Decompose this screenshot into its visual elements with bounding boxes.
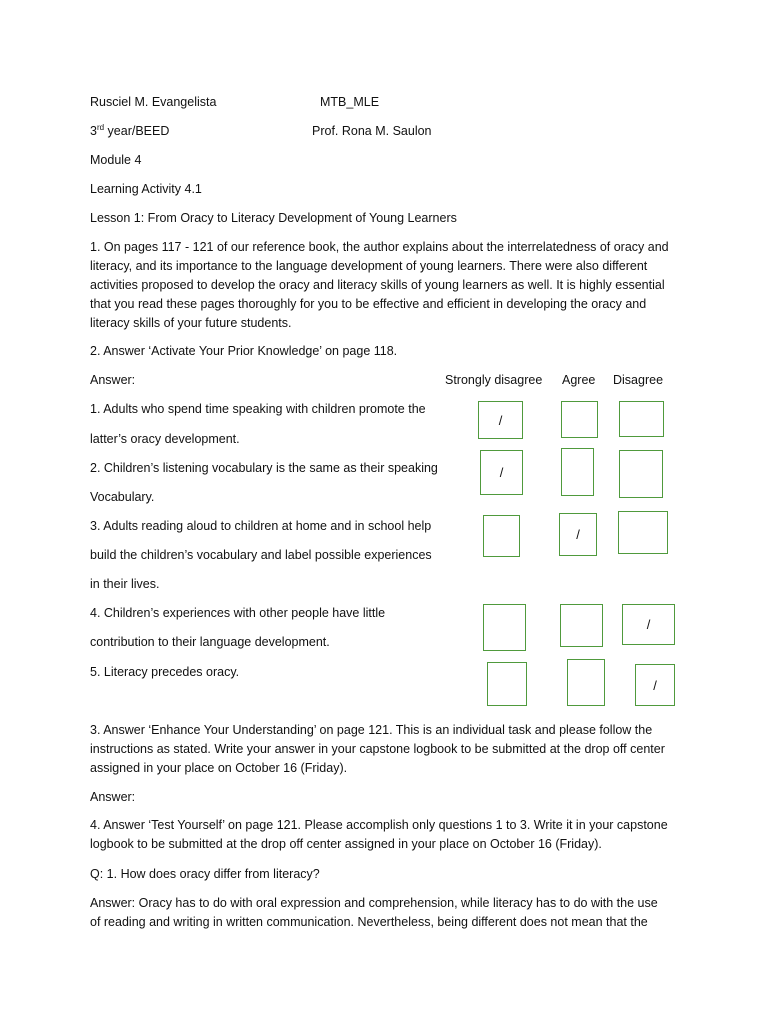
- course-code: MTB_MLE: [320, 95, 380, 109]
- year-suffix: rd: [96, 123, 105, 132]
- instruction-paragraph-3: 3. Answer ‘Enhance Your Understanding’ on page 121. This is an individual task and please follow the instructions as stated. Write your answer in your capstone logbook to be submitted at the drop off center assigned in your place on October 16 (Friday).: [90, 723, 665, 775]
- item-2-agree-checkbox[interactable]: [561, 448, 594, 496]
- survey-answer-label: Answer:: [90, 373, 136, 387]
- survey-item-2-line-1: 2. Children’s listening vocabulary is the same as their speaking: [90, 461, 438, 475]
- survey-item-3-line-2: build the children’s vocabulary and label possible experiences: [90, 548, 432, 562]
- item-4-strongly-disagree-checkbox[interactable]: [483, 604, 526, 651]
- year-level: [90, 123, 169, 139]
- item-3-strongly-disagree-checkbox[interactable]: [483, 515, 520, 557]
- survey-item-4-line-1: 4. Children’s experiences with other people have little: [90, 606, 386, 620]
- answer-label-3: Answer:: [90, 790, 136, 804]
- item-2-disagree-checkbox[interactable]: [619, 450, 663, 498]
- item-1-strongly-disagree-checkbox[interactable]: /: [478, 401, 523, 439]
- survey-item-3-line-3: in their lives.: [90, 577, 160, 591]
- column-header-disagree: Disagree: [613, 373, 664, 387]
- professor-name: Prof. Rona M. Saulon: [312, 124, 432, 138]
- instruction-paragraph-2: 2. Answer ‘Activate Your Prior Knowledge’ on page 118.: [90, 344, 398, 358]
- student-name: Rusciel M. Evangelista: [90, 95, 217, 109]
- module-title: Module 4: [90, 153, 142, 167]
- lesson-title: Lesson 1: From Oracy to Literacy Development of Young Learners: [90, 211, 457, 225]
- item-1-disagree-checkbox[interactable]: [619, 401, 664, 437]
- item-5-agree-checkbox[interactable]: [567, 659, 605, 706]
- year-number: 3: [90, 124, 97, 138]
- item-3-agree-checkbox[interactable]: /: [559, 513, 597, 556]
- year-program: year/BEED: [104, 124, 170, 138]
- item-5-disagree-checkbox[interactable]: /: [635, 664, 675, 706]
- survey-item-4-line-2: contribution to their language development.: [90, 635, 330, 649]
- question-1: Q: 1. How does oracy differ from literacy?: [90, 867, 320, 881]
- survey-item-1-line-2: latter’s oracy development.: [90, 432, 240, 446]
- item-4-agree-checkbox[interactable]: [560, 604, 603, 647]
- column-header-agree: Agree: [562, 373, 596, 387]
- instruction-paragraph-4: 4. Answer ‘Test Yourself’ on page 121. Please accomplish only questions 1 to 3. Write it in your capstone logbook to be submitted at the drop off center assigned in your place on October 16 (Friday).: [90, 818, 668, 851]
- survey-item-3-line-1: 3. Adults reading aloud to children at home and in school help: [90, 519, 432, 533]
- item-5-strongly-disagree-checkbox[interactable]: [487, 662, 527, 706]
- instruction-paragraph-1: 1. On pages 117 - 121 of our reference book, the author explains about the interrelatedness of oracy and literacy, and its importance to the language development of young learners. There were also different activities proposed to develop the oracy and literacy skills of young learners as well. It is highly essential that you read these pages thoroughly for you to be effective and efficient in developing the oracy and literacy skills of your future students.: [90, 240, 669, 330]
- item-3-disagree-checkbox[interactable]: [618, 511, 668, 554]
- column-header-strongly-disagree: Strongly disagree: [445, 373, 543, 387]
- survey-item-2-line-2: Vocabulary.: [90, 490, 155, 504]
- item-4-disagree-checkbox[interactable]: /: [622, 604, 675, 645]
- survey-item-1-line-1: 1. Adults who spend time speaking with children promote the: [90, 402, 426, 416]
- answer-1: Answer: Oracy has to do with oral expression and comprehension, while literacy has to do with the use of reading and writing in written communication. Nevertheless, being different does not mean that the: [90, 896, 658, 929]
- survey-item-5-line-1: 5. Literacy precedes oracy.: [90, 665, 240, 679]
- item-1-agree-checkbox[interactable]: [561, 401, 598, 438]
- activity-title: Learning Activity 4.1: [90, 182, 202, 196]
- item-2-strongly-disagree-checkbox[interactable]: /: [480, 450, 523, 495]
